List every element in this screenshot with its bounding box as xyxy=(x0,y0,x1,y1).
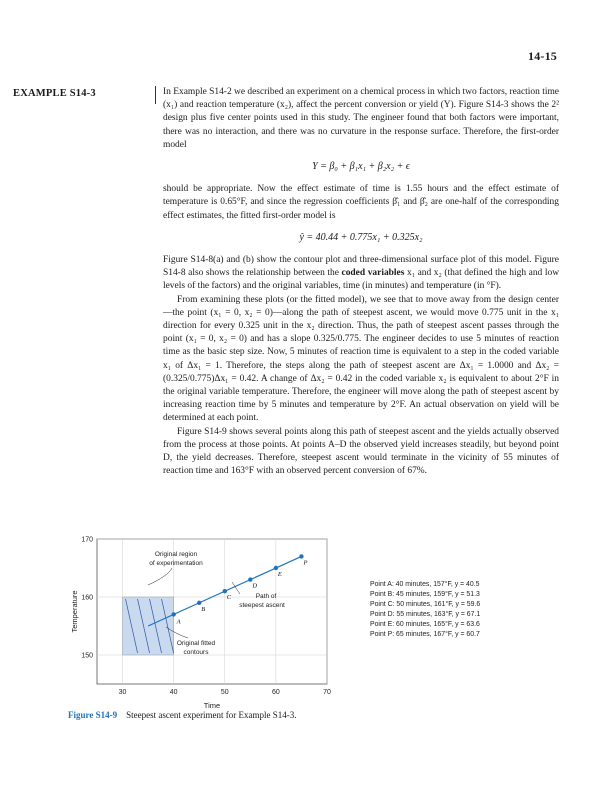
data-point-p xyxy=(299,554,303,558)
x-tick-label: 40 xyxy=(169,689,178,696)
paragraph-1: In Example S14-2 we described an experiment on a chemical process in which two factors, reaction time (x₁) and reaction temperature (x₂), affect the percent conversion or yield (Y). Figure S14-3 shows the 2² design plus five center points used in this study. The engineer found that both factors were important, there was no interaction, and there was no curvature in the response surface. Therefore, the first-order model xyxy=(163,87,559,150)
paragraph-3 xyxy=(163,254,559,294)
x-tick-label: 70 xyxy=(323,689,331,696)
paragraph-3-bold: coded variables xyxy=(341,268,405,279)
paragraph-3-before: Figure S14-8(a) and (b) show the contour plot and three-dimensional surface plot of this model. Figure S14-8 also shows the relationship between the xyxy=(163,255,559,279)
y-tick-label: 160 xyxy=(81,594,93,602)
data-point-e xyxy=(274,566,278,570)
path-annotation-line: steepest ascent xyxy=(239,602,285,609)
data-point-c xyxy=(223,589,227,593)
point-list xyxy=(370,580,480,639)
region-annotation-leader xyxy=(148,568,172,585)
point-label: D xyxy=(252,582,258,590)
x-tick-label: 30 xyxy=(118,689,127,696)
body-text xyxy=(163,86,559,478)
paragraph-3-after: x₁ and x₂ (that defined the high and low levels of the factors) and the original variables, time (in minutes) and temperature (in °F). xyxy=(163,268,560,292)
region-annotation-line: Original region xyxy=(154,551,198,558)
y-axis-label: Temperature xyxy=(70,590,79,633)
point-list-item: Point B: 45 minutes, 159°F, y = 51.3 xyxy=(370,590,480,598)
data-point-d xyxy=(248,577,252,581)
point-list-item: Point A: 40 minutes, 157°F, y = 40.5 xyxy=(370,581,480,588)
page-number: 14-15 xyxy=(528,49,557,63)
x-axis-label: Time xyxy=(203,701,221,710)
point-list-item: Point D: 55 minutes, 163°F, y = 67.1 xyxy=(370,610,481,618)
equation-first-order-model: Y = β₀ + β₁x₁ + β₂x₂ + ϵ xyxy=(312,161,410,173)
example-divider xyxy=(155,86,156,104)
x-tick-label: 50 xyxy=(220,689,229,696)
data-point-b xyxy=(197,601,201,605)
contour-annotation-line: contours xyxy=(183,649,209,656)
point-label: C xyxy=(226,594,232,602)
x-tick-label: 60 xyxy=(271,689,280,696)
paragraph-5: Figure S14-9 shows several points along this path of steepest ascent and the yields actually observed from the process at those points. At points A–D the observed yield increases steadily, but beyond point D, the yield decreases. Therefore, steepest ascent would terminate in the vicinity of 55 minutes of reaction time and 163°F with an observed percent conversion of 67%. xyxy=(163,426,559,477)
caption-figure-number: Figure S14-9 xyxy=(68,710,118,720)
paragraph-2: should be appropriate. Now the effect estimate of time is 1.55 hours and the effect estimate of temperature is 0.65°F, and since the regression coefficients β̂₁ and β̂₂ are one-half of the corresponding effect estimates, the fitted first-order model is xyxy=(163,184,559,221)
caption-text: Steepest ascent experiment for Example S14-3. xyxy=(126,710,297,720)
y-tick-label: 170 xyxy=(81,536,93,544)
point-label: A xyxy=(176,618,181,626)
data-point-a xyxy=(171,612,175,616)
y-tick-label: 150 xyxy=(81,652,93,660)
steepest-ascent-chart xyxy=(0,530,609,710)
region-annotation-line: of experimentation xyxy=(149,560,203,567)
example-label: EXAMPLE S14-3 xyxy=(13,88,96,99)
point-label: E xyxy=(277,571,282,578)
contour-annotation-line: Original fitted xyxy=(176,640,216,647)
path-annotation-line: Path of xyxy=(255,593,277,600)
paragraph-4: From examining these plots (or the fitted model), we see that to move away from the design center—the point (x₁ = 0, x₂ = 0)—along the path of steepest ascent, we would move 0.775 unit in the x₁ direction for every 0.325 unit in the x₂ direction. Thus, the path of steepest ascent passes through the point (x₁ = 0, x₂ = 0) and has a slope 0.325/0.775. The engineer decides to use 5 minutes of reaction time as the basic step size. Now, 5 minutes of reaction time is equivalent to a step in the coded variable x₁ of Δx₁ = 1. Therefore, the steps along the path of steepest ascent are Δx₁ = 1.0000 and Δx₂ = (0.325/0.775)Δx₁ = 0.42. A change of Δx₂ = 0.42 in the coded variable x₂ is equivalent to about 2°F in the original variable temperature. Therefore, the engineer will move along the path of steepest ascent by increasing reaction time by 5 minutes and temperature by 2°F. An actual observation on yield will be determined at each point. xyxy=(163,294,559,424)
point-list-item: Point C: 50 minutes, 161°F, y = 59.6 xyxy=(370,600,481,608)
equation-fitted-model: ŷ = 40.44 + 0.775x₁ + 0.325x₂ xyxy=(299,231,423,243)
point-label: B xyxy=(201,605,206,613)
point-label: P xyxy=(303,559,308,567)
figure-steepest-ascent xyxy=(0,530,609,730)
point-list-item: Point P: 65 minutes, 167°F, y = 60.7 xyxy=(370,630,480,638)
point-list-item: Point E: 60 minutes, 165°F, y = 63.6 xyxy=(370,620,480,628)
figure-caption xyxy=(68,710,297,720)
